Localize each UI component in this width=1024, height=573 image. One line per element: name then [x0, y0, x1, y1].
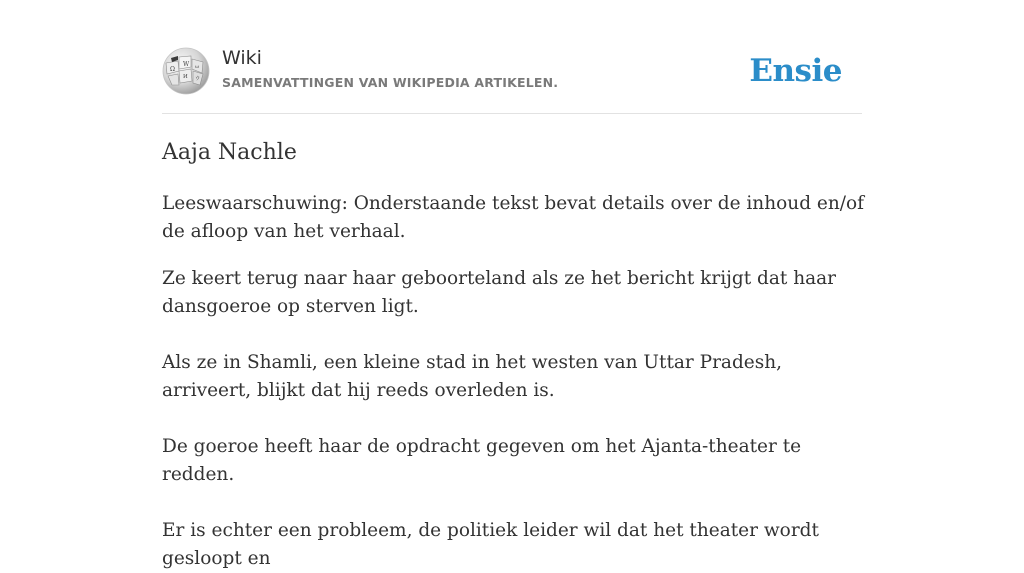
- article-paragraph: De goeroe heeft haar de opdracht gegeven om het Ajanta-theater te redden.: [162, 436, 802, 485]
- site-header: [162, 46, 862, 96]
- svg-text:W: W: [183, 61, 190, 68]
- article-content: [162, 136, 868, 573]
- page-title: Aaja Nachle: [162, 140, 297, 165]
- svg-text:ウ: ウ: [195, 76, 201, 82]
- site-tagline: SAMENVATTINGEN VAN WIKIPEDIA ARTIKELEN.: [222, 75, 559, 90]
- svg-text:ω: ω: [195, 64, 200, 70]
- article-paragraph: Ze keert terug naar haar geboorteland als ze het bericht krijgt dat haar dansgoeroe op sterven ligt.: [162, 268, 837, 317]
- ensie-brand-logo[interactable]: Ensie: [749, 53, 842, 89]
- article-paragraph: Er is echter een probleem, de politiek leider wil dat het theater wordt gesloopt en: [162, 520, 819, 569]
- spoiler-warning: Leeswaarschuwing: Onderstaande tekst bevat details over de inhoud en/of de afloop van het verhaal.: [162, 193, 864, 242]
- article-paragraph: Als ze in Shamli, een kleine stad in het westen van Uttar Pradesh, arriveert, blijkt dat hij reeds overleden is.: [162, 352, 783, 401]
- header-divider: [162, 113, 862, 114]
- svg-text:И: И: [183, 74, 188, 80]
- wikipedia-globe-icon[interactable]: [162, 47, 210, 95]
- site-name[interactable]: Wiki: [222, 47, 262, 69]
- svg-text:Ω: Ω: [170, 66, 175, 73]
